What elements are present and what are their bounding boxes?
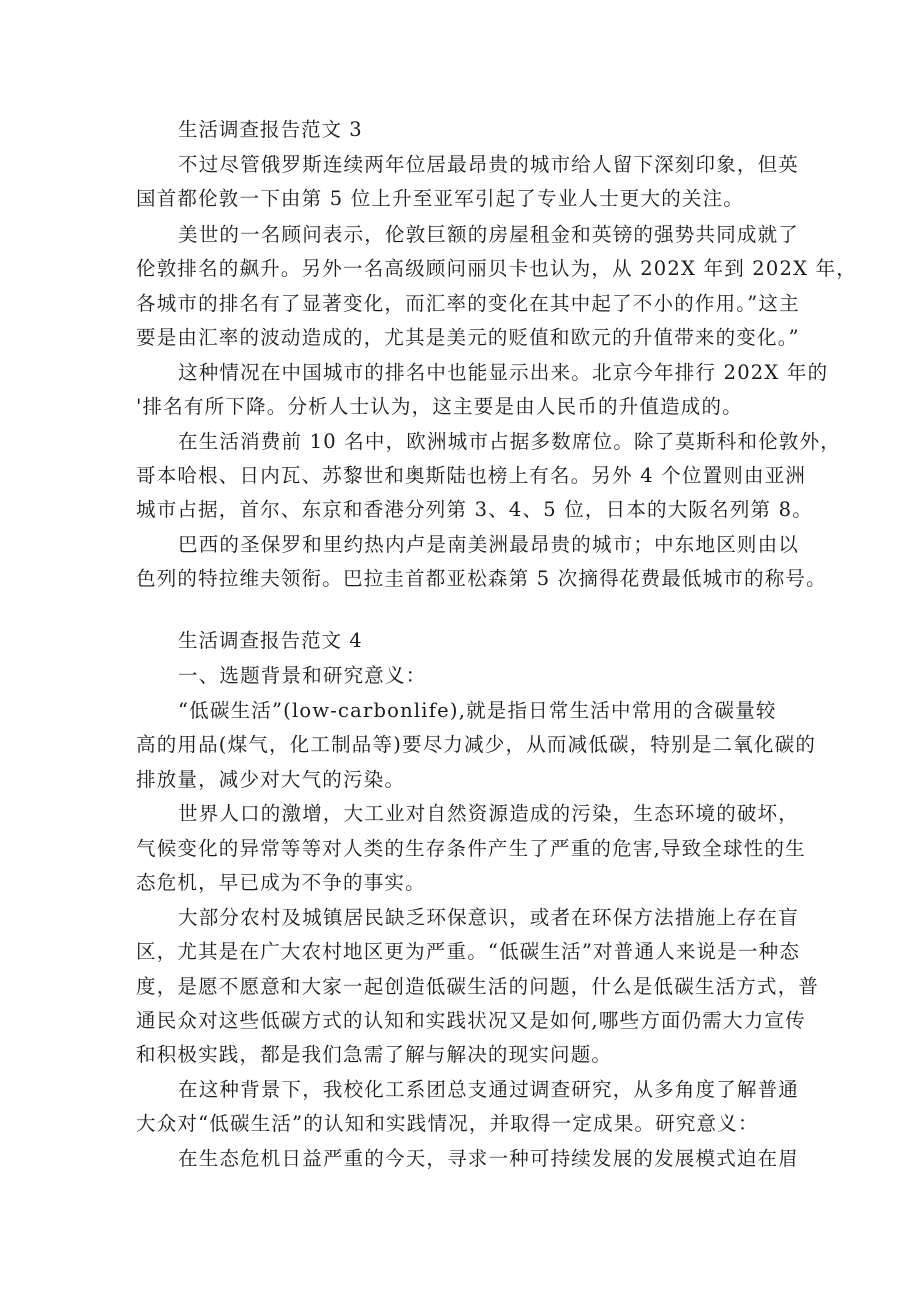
paragraph-line: 世界人口的激增，大工业对自然资源造成的污染，生态环境的破坏， [178,802,800,825]
paragraph-line: 大部分农村及城镇居民缺乏环保意识，或者在环保方法措施上存在盲 [178,906,800,929]
paragraph-line: 排放量，减少对大气的污染。 [136,768,406,791]
paragraph-line: 在生态危机日益严重的今天，寻求一种可持续发展的发展模式迫在眉 [178,1147,800,1170]
paragraph-line: 区，尤其是在广大农村地区更为严重。“低碳生活”对普通人来说是一种态 [136,940,801,963]
paragraph-line: '排名有所下降。分析人士认为，这主要是由人民币的升值造成的。 [136,395,743,418]
paragraph-line: 在这种背景下，我校化工系团总支通过调查研究，从多角度了解普通 [178,1078,800,1101]
paragraph-line: 各城市的排名有了显著变化，而汇率的变化在其中起了不小的作用。”这主 [136,292,800,315]
paragraph-line: 度，是愿不愿意和大家一起创造低碳生活的问题，什么是低碳生活方式，普 [136,975,820,998]
paragraph-line: 在生活消费前 10 名中，欧洲城市占据多数席位。除了莫斯科和伦敦外， [178,430,842,453]
section-4-heading: 生活调查报告范文 4 [178,629,363,652]
section-3-heading: 生活调查报告范文 3 [178,118,363,141]
paragraph-line: 伦敦排名的飙升。另外一名高级顾问丽贝卡也认为，从 202X 年到 202X 年， [136,257,857,280]
paragraph-line: 国首都伦敦一下由第 5 位上升至亚军引起了专业人士更大的关注。 [136,187,745,210]
paragraph-line: 通民众对这些低碳方式的认知和实践状况又是如何,哪些方面仍需大力宣传 [136,1009,806,1032]
paragraph-line: 哥本哈根、日内瓦、苏黎世和奥斯陆也榜上有名。另外 4 个位置则由亚洲 [136,464,807,487]
paragraph-line: 大众对“低碳生活”的认知和实践情况，并取得一定成果。研究意义： [136,1112,759,1135]
paragraph-line: 城市占据，首尔、东京和香港分列第 3、4、5 位，日本的大阪名列第 8。 [136,498,813,521]
paragraph-line: 和积极实践，都是我们急需了解与解决的现实问题。 [136,1043,613,1066]
paragraph-line: 这种情况在中国城市的排名中也能显示出来。北京今年排行 202X 年的 [178,361,829,384]
paragraph-line: 高的用品(煤气，化工制品等)要尽力减少，从而减低碳，特别是二氧化碳的 [136,733,817,756]
paragraph-line: 不过尽管俄罗斯连续两年位居最昂贵的城市给人留下深刻印象，但英 [178,153,800,176]
paragraph-line: 气候变化的异常等等对人类的生存条件产生了严重的危害,导致全球性的生 [136,837,806,860]
paragraph-line: 巴西的圣保罗和里约热内卢是南美洲最昂贵的城市；中东地区则由以 [178,533,800,556]
paragraph-line: “低碳生活”(low-carbonlife),就是指日常生活中常用的含碳量较 [178,699,777,722]
paragraph-line: 美世的一名顾问表示，伦敦巨额的房屋租金和英镑的强势共同成就了 [178,223,800,246]
paragraph-line: 色列的特拉维夫领衔。巴拉圭首都亚松森第 5 次摘得花费最低城市的称号。 [136,567,827,590]
paragraph-line: 态危机，早已成为不争的事实。 [136,871,426,894]
paragraph-line: 要是由汇率的波动造成的，尤其是美元的贬值和欧元的升值带来的变化。” [136,326,800,349]
section-4-subheading: 一、选题背景和研究意义： [178,664,427,687]
